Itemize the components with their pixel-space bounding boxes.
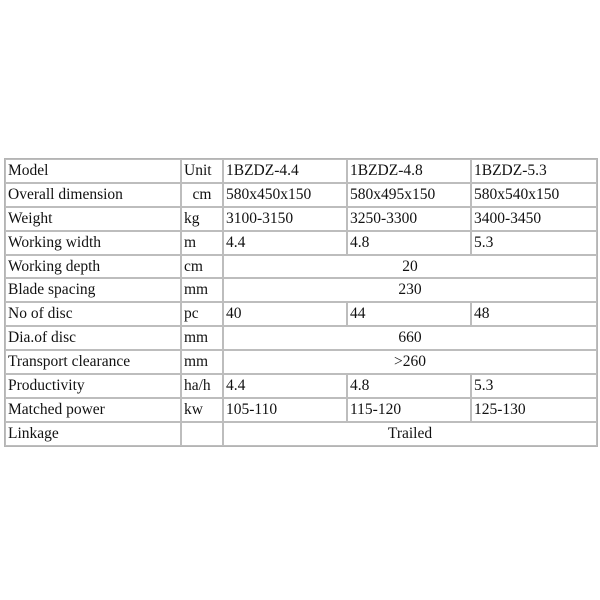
row-unit bbox=[181, 422, 223, 446]
row-value-1: 105-110 bbox=[223, 398, 347, 422]
row-unit: mm bbox=[181, 350, 223, 374]
row-param: Working width bbox=[5, 231, 181, 255]
table-row-no-of-disc bbox=[5, 302, 597, 326]
row-param: Dia.of disc bbox=[5, 326, 181, 350]
row-shared-value: 230 bbox=[223, 278, 597, 302]
row-param: Blade spacing bbox=[5, 278, 181, 302]
row-shared-value: Trailed bbox=[223, 422, 597, 446]
row-param: No of disc bbox=[5, 302, 181, 326]
table-row-productivity bbox=[5, 374, 597, 398]
row-param: Weight bbox=[5, 207, 181, 231]
header-unit-label: Unit bbox=[181, 159, 223, 183]
row-value-3: 48 bbox=[471, 302, 597, 326]
row-value-1: 40 bbox=[223, 302, 347, 326]
row-value-3: 125-130 bbox=[471, 398, 597, 422]
table-row-transport-clearance bbox=[5, 350, 597, 374]
row-value-2: 3250-3300 bbox=[347, 207, 471, 231]
table-row-overall-dimension bbox=[5, 183, 597, 207]
row-value-1: 580x450x150 bbox=[223, 183, 347, 207]
row-unit: mm bbox=[181, 326, 223, 350]
row-param: Matched power bbox=[5, 398, 181, 422]
row-param: Linkage bbox=[5, 422, 181, 446]
row-value-2: 44 bbox=[347, 302, 471, 326]
row-value-1: 4.4 bbox=[223, 231, 347, 255]
header-model-label: Model bbox=[5, 159, 181, 183]
row-unit: cm bbox=[181, 255, 223, 279]
row-shared-value: 660 bbox=[223, 326, 597, 350]
row-value-2: 115-120 bbox=[347, 398, 471, 422]
row-value-3: 580x540x150 bbox=[471, 183, 597, 207]
row-value-3: 3400-3450 bbox=[471, 207, 597, 231]
row-unit: m bbox=[181, 231, 223, 255]
spec-table bbox=[4, 158, 598, 447]
row-value-2: 4.8 bbox=[347, 231, 471, 255]
row-value-2: 4.8 bbox=[347, 374, 471, 398]
row-unit: kw bbox=[181, 398, 223, 422]
table-row-working-depth bbox=[5, 255, 597, 279]
row-unit: kg bbox=[181, 207, 223, 231]
row-param: Productivity bbox=[5, 374, 181, 398]
header-model-2: 1BZDZ-4.8 bbox=[347, 159, 471, 183]
row-value-3: 5.3 bbox=[471, 374, 597, 398]
table-header-row bbox=[5, 159, 597, 183]
row-value-1: 3100-3150 bbox=[223, 207, 347, 231]
row-value-3: 5.3 bbox=[471, 231, 597, 255]
row-unit: mm bbox=[181, 278, 223, 302]
row-unit: pc bbox=[181, 302, 223, 326]
row-param: Overall dimension bbox=[5, 183, 181, 207]
row-shared-value: >260 bbox=[223, 350, 597, 374]
header-model-1: 1BZDZ-4.4 bbox=[223, 159, 347, 183]
header-model-3: 1BZDZ-5.3 bbox=[471, 159, 597, 183]
row-value-2: 580x495x150 bbox=[347, 183, 471, 207]
row-value-1: 4.4 bbox=[223, 374, 347, 398]
table-row-dia-of-disc bbox=[5, 326, 597, 350]
row-param: Transport clearance bbox=[5, 350, 181, 374]
table-row-blade-spacing bbox=[5, 278, 597, 302]
table-row-matched-power bbox=[5, 398, 597, 422]
row-shared-value: 20 bbox=[223, 255, 597, 279]
row-unit: cm bbox=[181, 183, 223, 207]
row-param: Working depth bbox=[5, 255, 181, 279]
table-row-working-width bbox=[5, 231, 597, 255]
table-row-weight bbox=[5, 207, 597, 231]
row-unit: ha/h bbox=[181, 374, 223, 398]
table-row-linkage bbox=[5, 422, 597, 446]
